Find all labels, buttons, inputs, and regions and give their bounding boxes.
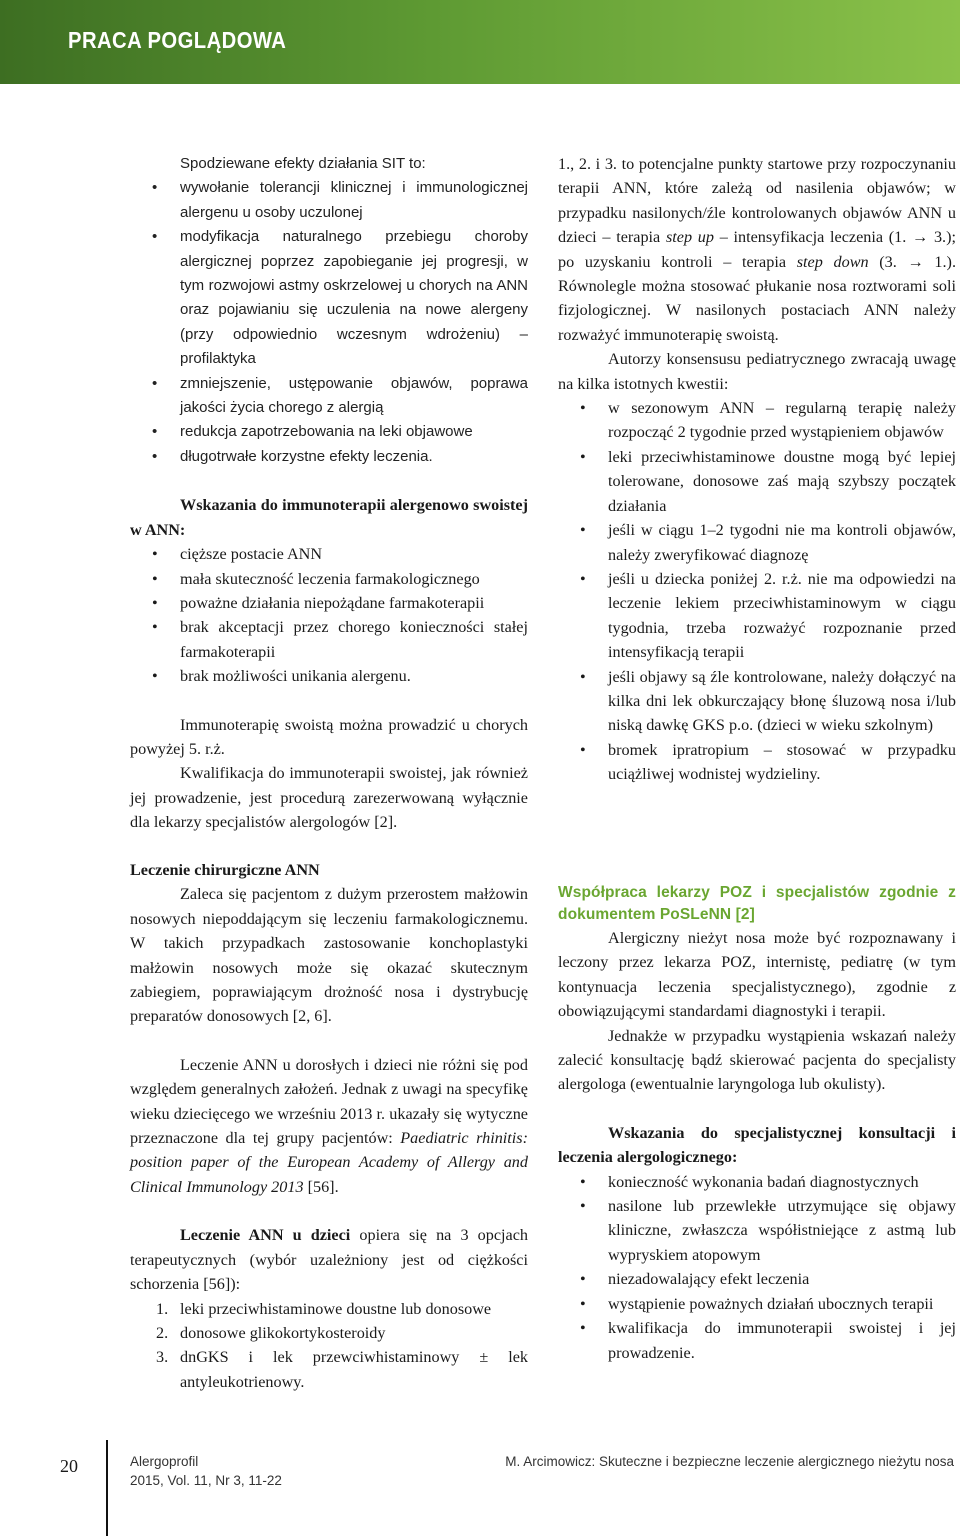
list-item: • leki przeciwhistaminowe doustne mogą być lepiej tolerowane, donosowe zaś mają szybszy początek działania — [558, 445, 956, 518]
list-item: • wystąpienie poważnych działań ubocznych terapii — [558, 1292, 956, 1316]
list-item: • jeśli w ciągu 1–2 tygodni nie ma kontroli objawów, należy zweryfikować diagnozę — [558, 518, 956, 567]
list-item: • jeśli objawy są źle kontrolowane, należy dołączyć na kilka dni lek obkurczający błonę śluzową nosa i/lub niską dawkę GKS p.o. (dzieci w wieku szkolnym) — [558, 665, 956, 738]
list-item: • jeśli u dziecka poniżej 2. r.ż. nie ma odpowiedzi na leczenie lekiem przeciwhistaminowym w ciągu tygodnia, trzeba rozważyć rozpoznanie przed intensyfikacją terapii — [558, 567, 956, 665]
consensus-list — [558, 396, 956, 787]
list-item: • nasilone lub przewlekłe utrzymujące się objawy kliniczne, zwłaszcza współistniejące z astmą lub wypryskiem atopowym — [558, 1194, 956, 1267]
section-title: PRACA POGLĄDOWA — [68, 27, 287, 53]
list-item: 2. donosowe glikokortykosteroidy — [156, 1323, 386, 1342]
therapy-options-list — [130, 1297, 528, 1395]
list-item: • brak możliwości unikania alergenu. — [130, 664, 528, 688]
list-item: • kwalifikacja do immunoterapii swoistej i jej prowadzenie. — [558, 1316, 956, 1365]
list-item: • mała skuteczność leczenia farmakologicznego — [130, 567, 528, 591]
indications-heading: Wskazania do immunoterapii alergenowo swoistej w ANN: — [130, 496, 528, 539]
cooperation-paragraph-2: Jednakże w przypadku wystąpienia wskazań należy zalecić konsultację bądź skierować pacjenta do specjalisty alergologa (ewentualnie laryngologa lub okulisty). — [558, 1026, 956, 1094]
list-item: • cięższe postacie ANN — [130, 542, 528, 566]
list-item: • modyfikacja naturalnego przebiegu choroby alergicznej poprzez zapobieganie jej progresji, w tym rozwojowi astmy oskrzelowej u chorych na ANN oraz pojawianiu się uczulenia na nowe alergeny (przy odpowiednio wczesnym wdrożeniu) – profilaktyka — [130, 225, 528, 371]
right-column — [558, 152, 956, 787]
list-item: • długotrwałe korzystne efekty leczenia. — [130, 445, 528, 469]
list-item: • bromek ipratropium – stosować w przypadku uciążliwej wodnistej wydzieliny. — [558, 738, 956, 787]
children-treatment-paragraph: Leczenie ANN u dzieci opiera się na 3 opcjach terapeutycznych (wybór uzależniony jest od ciężkości schorzenia [56]): — [130, 1226, 528, 1294]
indications-list — [130, 542, 528, 688]
list-item: • w sezonowym ANN – regularną terapię należy rozpocząć 2 tygodnie przed wystąpieniem objawów — [558, 396, 956, 445]
right-column-lower — [558, 882, 956, 1365]
list-item: 3. dnGKS i lek przewciwhistaminowy ± lek antyleukotrienowy. — [156, 1348, 528, 1391]
children-guidelines-paragraph: Leczenie ANN u dorosłych i dzieci nie różni się pod względem generalnych założeń. Jednak z uwagi na specyfikę wieku dziecięcego we wrześniu 2013 r. ukazały się wytyczne przeznaczone dla tej grupy pacjentów: Paediatric rhinitis: position paper of the European Academy of Allergy and Clinical Immunology 2013 [56]. — [130, 1055, 528, 1196]
journal-info — [130, 1452, 282, 1490]
list-item: • poważne działania niepożądane farmakoterapii — [130, 591, 528, 615]
journal-issue: 2015, Vol. 11, Nr 3, 11-22 — [130, 1473, 282, 1488]
list-item: • konieczność wykonania badań diagnostycznych — [558, 1170, 956, 1194]
specialist-indications-list — [558, 1170, 956, 1365]
age-paragraph: Immunoterapię swoistą można prowadzić u chorych powyżej 5. r.ż. — [130, 715, 528, 758]
consensus-intro: Autorzy konsensusu pediatrycznego zwracają uwagę na kilka istotnych kwestii: — [558, 350, 956, 393]
specialist-indications-heading: Wskazania do specjalistycznej konsultacji i leczenia alergologicznego: — [558, 1123, 956, 1167]
list-item: • redukcja zapotrzebowania na leki objawowe — [130, 420, 528, 444]
left-column-lower — [130, 858, 528, 1394]
journal-name: Alergoprofil — [130, 1454, 199, 1469]
page-number: 20 — [60, 1456, 78, 1476]
left-column — [130, 152, 528, 835]
qualification-paragraph: Kwalifikacja do immunoterapii swoistej, jak również jej prowadzenie, jest procedurą zarezerwowaną wyłącznie dla lekarzy specjalistów alergologów [2]. — [130, 764, 528, 832]
cooperation-paragraph-1: Alergiczny nieżyt nosa może być rozpoznawany i leczony przez lekarza POZ, internistę, pediatrę (w tym kontynuacja leczenia specjalistycznego), zgodnie z obowiązującymi standardami diagnostyki i terapii. — [558, 929, 956, 1021]
sit-intro: Spodziewane efekty działania SIT to: — [180, 155, 426, 172]
list-item: • brak akceptacji przez chorego konieczności stałej farmakoterapii — [130, 615, 528, 664]
cooperation-heading: Współpraca lekarzy POZ i specjalistów zgodnie z dokumentem PoSLeNN [2] — [558, 884, 956, 923]
list-item: • wywołanie tolerancji klinicznej i immunologicznej alergenu u osoby uczulonej — [130, 176, 528, 225]
header-banner — [0, 0, 960, 84]
list-item: 1. leki przeciwhistaminowe doustne lub donosowe — [156, 1299, 492, 1318]
list-item: • zmniejszenie, ustępowanie objawów, poprawa jakości życia chorego z alergią — [130, 372, 528, 421]
therapy-steps-paragraph: 1., 2. i 3. to potencjalne punkty startowe przy rozpoczynaniu terapii ANN, które zależą od nasilenia objawów; w przypadku nasilonych/źle kontrolowanych objawów ANN u dzieci – terapia step up – intensyfikacja leczenia (1. → 3.); po uzyskaniu kontroli – terapia step down (3. → 1.). Równolegle można stosować płukanie nosa roztworami soli fizjologicznej. W nasilonych postaciach ANN należy rozważyć immunoterapię swoistą. — [558, 155, 956, 344]
list-item: • niezadowalający efekt leczenia — [558, 1267, 956, 1291]
footer-divider — [106, 1440, 108, 1536]
sit-effects-list — [130, 176, 528, 469]
surgery-paragraph: Zaleca się pacjentom z dużym przerostem małżowin nosowych niepoddającym się leczeniu farmakologicznemu. W takich przypadkach zastosowanie konchoplastyki małżowin nosowych może się okazać skutecznym zabiegiem, poprawiającym drożność nosa i dystrybucję preparatów donosowych [2, 6]. — [130, 885, 528, 1026]
surgery-heading: Leczenie chirurgiczne ANN — [130, 861, 320, 879]
article-reference: M. Arcimowicz: Skuteczne i bezpieczne leczenie alergicznego nieżytu nosa — [505, 1454, 954, 1469]
